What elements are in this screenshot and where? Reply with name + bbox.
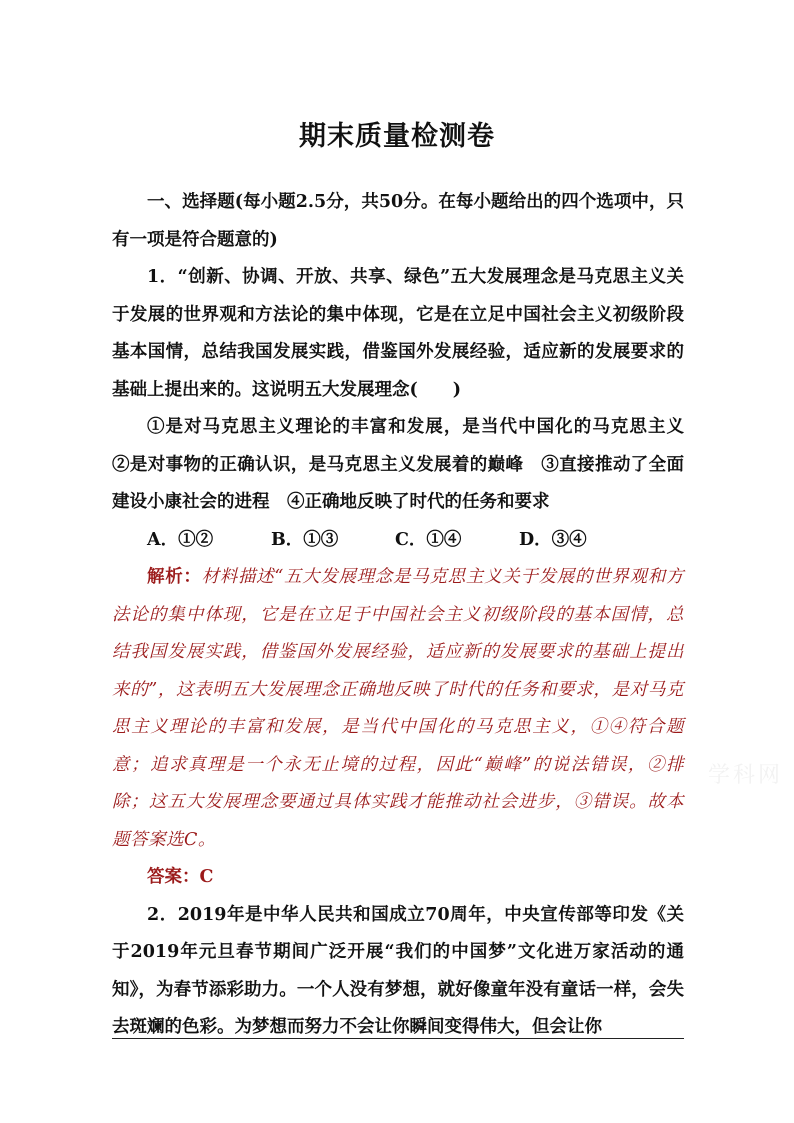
analysis-label: 解析： [147,567,202,587]
option-a: A．①② [147,529,214,550]
question-1-answer [112,859,684,897]
page-title: 期末质量检测卷 [299,121,495,152]
question-1-statements: ①是对马克思主义理论的丰富和发展，是当代中国化的马克思主义 ②是对事物的正确认识，是马克思主义发展着的巅峰 ③直接推动了全面建设小康社会的进程 ④正确地反映了时代的任务和要求 [112,417,702,512]
section-header [112,184,684,259]
answer-label: 答案： [147,867,200,887]
question-1-stem: 1．“创新、协调、开放、共享、绿色”五大发展理念是马克思主义关于发展的世界观和方法论的集中体现，它是在立足中国社会主义初级阶段基本国情，总结我国发展实践，借鉴国外发展经验，适应新的发展要求的基础上提出来的。这说明五大发展理念( ) [112,267,684,400]
question-content [112,184,702,1047]
section-heading: 一、选择题 [147,192,235,212]
question-1-options [112,522,684,560]
section-instructions: (每小题2.5分，共50分。在每小题给出的四个选项中，只有一项是符合题意的) [112,192,685,250]
footer-divider [112,1038,684,1039]
watermark: 学科网 [708,763,784,788]
option-d: D．③④ [519,529,587,550]
question-2-stem: 2．2019年是中华人民共和国成立70周年，中央宣传部等印发《关于2019年元旦春节期间广泛开展“我们的中国梦”文化进万家活动的通知》，为春节添彩助力。一个人没有梦想，就好像童年没有童话一样，会失去斑斓的色彩。为梦想而努力不会让你瞬间变得伟大，但会让你 [112,904,684,1037]
answer-value: C [199,867,214,887]
option-b: B．①③ [271,529,339,550]
option-c: C．①④ [395,529,462,550]
question-1-analysis [112,559,684,859]
analysis-text: 材料描述“五大发展理念是马克思主义关于发展的世界观和方法论的集中体现，它是在立足于中国社会主义初级阶段的基本国情，总结我国发展实践，借鉴国外发展经验，适应新的发展要求的基础上提出来的”，这表明五大发展理念正确地反映了时代的任务和要求，是对马克思主义理论的丰富和发展，是当代中国化的马克思主义，①④符合题意；追求真理是一个永无止境的过程，因此“巅峰”的说法错误，②排除；这五大发展理念要通过具体实践才能推动社会进步，③错误。故本题答案选C。 [112,567,684,850]
